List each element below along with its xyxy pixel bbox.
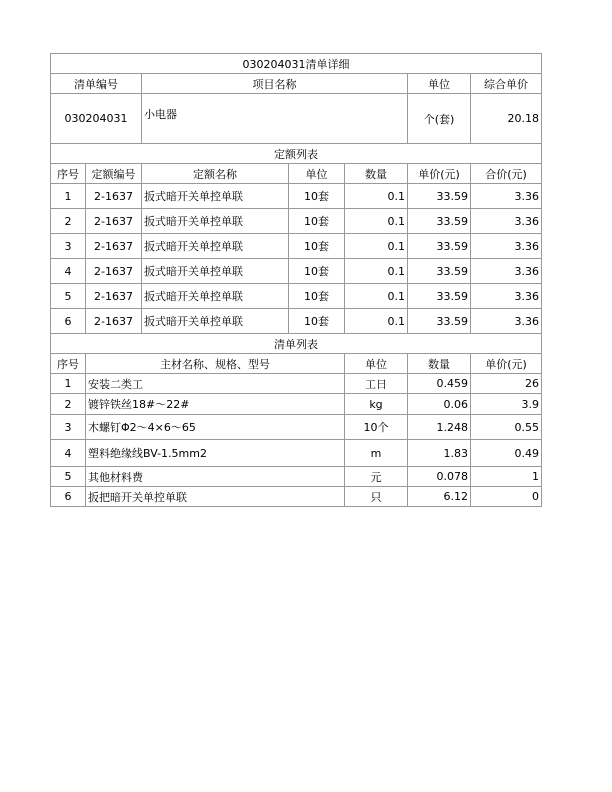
quota-header-no: 序号 [51,164,86,184]
material-no: 6 [51,487,86,507]
material-no: 3 [51,415,86,440]
quota-total: 3.36 [471,259,542,284]
quota-price: 33.59 [408,309,471,334]
material-header-name: 主材名称、规格、型号 [86,354,345,374]
material-price: 0.55 [471,415,542,440]
material-name: 安装二类工 [86,374,345,394]
quota-name: 扳式暗开关单控单联 [142,209,289,234]
quota-total: 3.36 [471,209,542,234]
material-price: 26 [471,374,542,394]
quota-header-unit: 单位 [289,164,345,184]
quota-name: 扳式暗开关单控单联 [142,284,289,309]
material-header-price: 单价(元) [471,354,542,374]
quota-header-code: 定额编号 [86,164,142,184]
quota-qty: 0.1 [345,234,408,259]
material-row [51,440,542,467]
material-price: 0.49 [471,440,542,467]
header-item-name: 项目名称 [142,74,408,94]
quota-code: 2-1637 [86,259,142,284]
quota-header-row [51,164,542,184]
quota-price: 33.59 [408,259,471,284]
quota-name: 扳式暗开关单控单联 [142,309,289,334]
quota-price: 33.59 [408,184,471,209]
material-unit: 10个 [345,415,408,440]
material-no: 1 [51,374,86,394]
material-price: 1 [471,467,542,487]
quota-unit: 10套 [289,284,345,309]
quota-unit: 10套 [289,309,345,334]
quota-total: 3.36 [471,184,542,209]
quota-unit: 10套 [289,259,345,284]
material-qty: 6.12 [408,487,471,507]
quota-qty: 0.1 [345,259,408,284]
material-unit: 工日 [345,374,408,394]
list-item-row [51,94,542,144]
material-name: 镀锌铁丝18#～22# [86,394,345,415]
quota-total: 3.36 [471,309,542,334]
material-header-unit: 单位 [345,354,408,374]
quota-name: 扳式暗开关单控单联 [142,259,289,284]
material-no: 4 [51,440,86,467]
material-name: 塑料绝缘线BV-1.5mm2 [86,440,345,467]
quota-name: 扳式暗开关单控单联 [142,234,289,259]
quota-no: 4 [51,259,86,284]
material-name: 扳把暗开关单控单联 [86,487,345,507]
quota-unit: 10套 [289,234,345,259]
list-item-code: 030204031 [51,94,142,144]
material-unit: m [345,440,408,467]
material-name: 木螺钉Φ2～4×6～65 [86,415,345,440]
quota-qty: 0.1 [345,184,408,209]
quota-header-name: 定额名称 [142,164,289,184]
quota-section-title: 定额列表 [51,144,542,164]
quota-name: 扳式暗开关单控单联 [142,184,289,209]
quota-qty: 0.1 [345,209,408,234]
material-price: 3.9 [471,394,542,415]
material-qty: 1.248 [408,415,471,440]
quota-unit: 10套 [289,184,345,209]
material-qty: 0.078 [408,467,471,487]
material-unit: 元 [345,467,408,487]
table-title: 030204031清单详细 [51,54,542,74]
quota-qty: 0.1 [345,309,408,334]
quota-code: 2-1637 [86,234,142,259]
quota-row [51,284,542,309]
quota-row [51,234,542,259]
quota-header-total: 合价(元) [471,164,542,184]
quota-code: 2-1637 [86,284,142,309]
quota-unit: 10套 [289,209,345,234]
header-unit-price: 综合单价 [471,74,542,94]
material-no: 5 [51,467,86,487]
quota-code: 2-1637 [86,309,142,334]
material-row [51,394,542,415]
material-unit: kg [345,394,408,415]
quota-qty: 0.1 [345,284,408,309]
list-item-name: 小电器 [142,94,408,144]
quota-price: 33.59 [408,284,471,309]
material-row [51,487,542,507]
quota-row [51,259,542,284]
material-section-title: 清单列表 [51,334,542,354]
quota-no: 6 [51,309,86,334]
material-qty: 1.83 [408,440,471,467]
material-unit: 只 [345,487,408,507]
header-list-code: 清单编号 [51,74,142,94]
material-name: 其他材料费 [86,467,345,487]
material-no: 2 [51,394,86,415]
material-row [51,467,542,487]
quota-price: 33.59 [408,234,471,259]
quota-row [51,184,542,209]
quota-no: 1 [51,184,86,209]
detail-table [50,53,542,507]
material-row [51,374,542,394]
header-unit: 单位 [408,74,471,94]
quota-total: 3.36 [471,234,542,259]
list-item-price: 20.18 [471,94,542,144]
material-row [51,415,542,440]
quota-price: 33.59 [408,209,471,234]
quota-total: 3.36 [471,284,542,309]
list-item-unit: 个(套) [408,94,471,144]
material-header-qty: 数量 [408,354,471,374]
material-header-no: 序号 [51,354,86,374]
quota-code: 2-1637 [86,184,142,209]
material-qty: 0.459 [408,374,471,394]
quota-no: 3 [51,234,86,259]
material-price: 0 [471,487,542,507]
quota-no: 5 [51,284,86,309]
quota-code: 2-1637 [86,209,142,234]
quota-row [51,209,542,234]
quota-header-price: 单价(元) [408,164,471,184]
quota-row [51,309,542,334]
list-header-row [51,74,542,94]
quota-no: 2 [51,209,86,234]
material-header-row [51,354,542,374]
material-qty: 0.06 [408,394,471,415]
quota-header-qty: 数量 [345,164,408,184]
